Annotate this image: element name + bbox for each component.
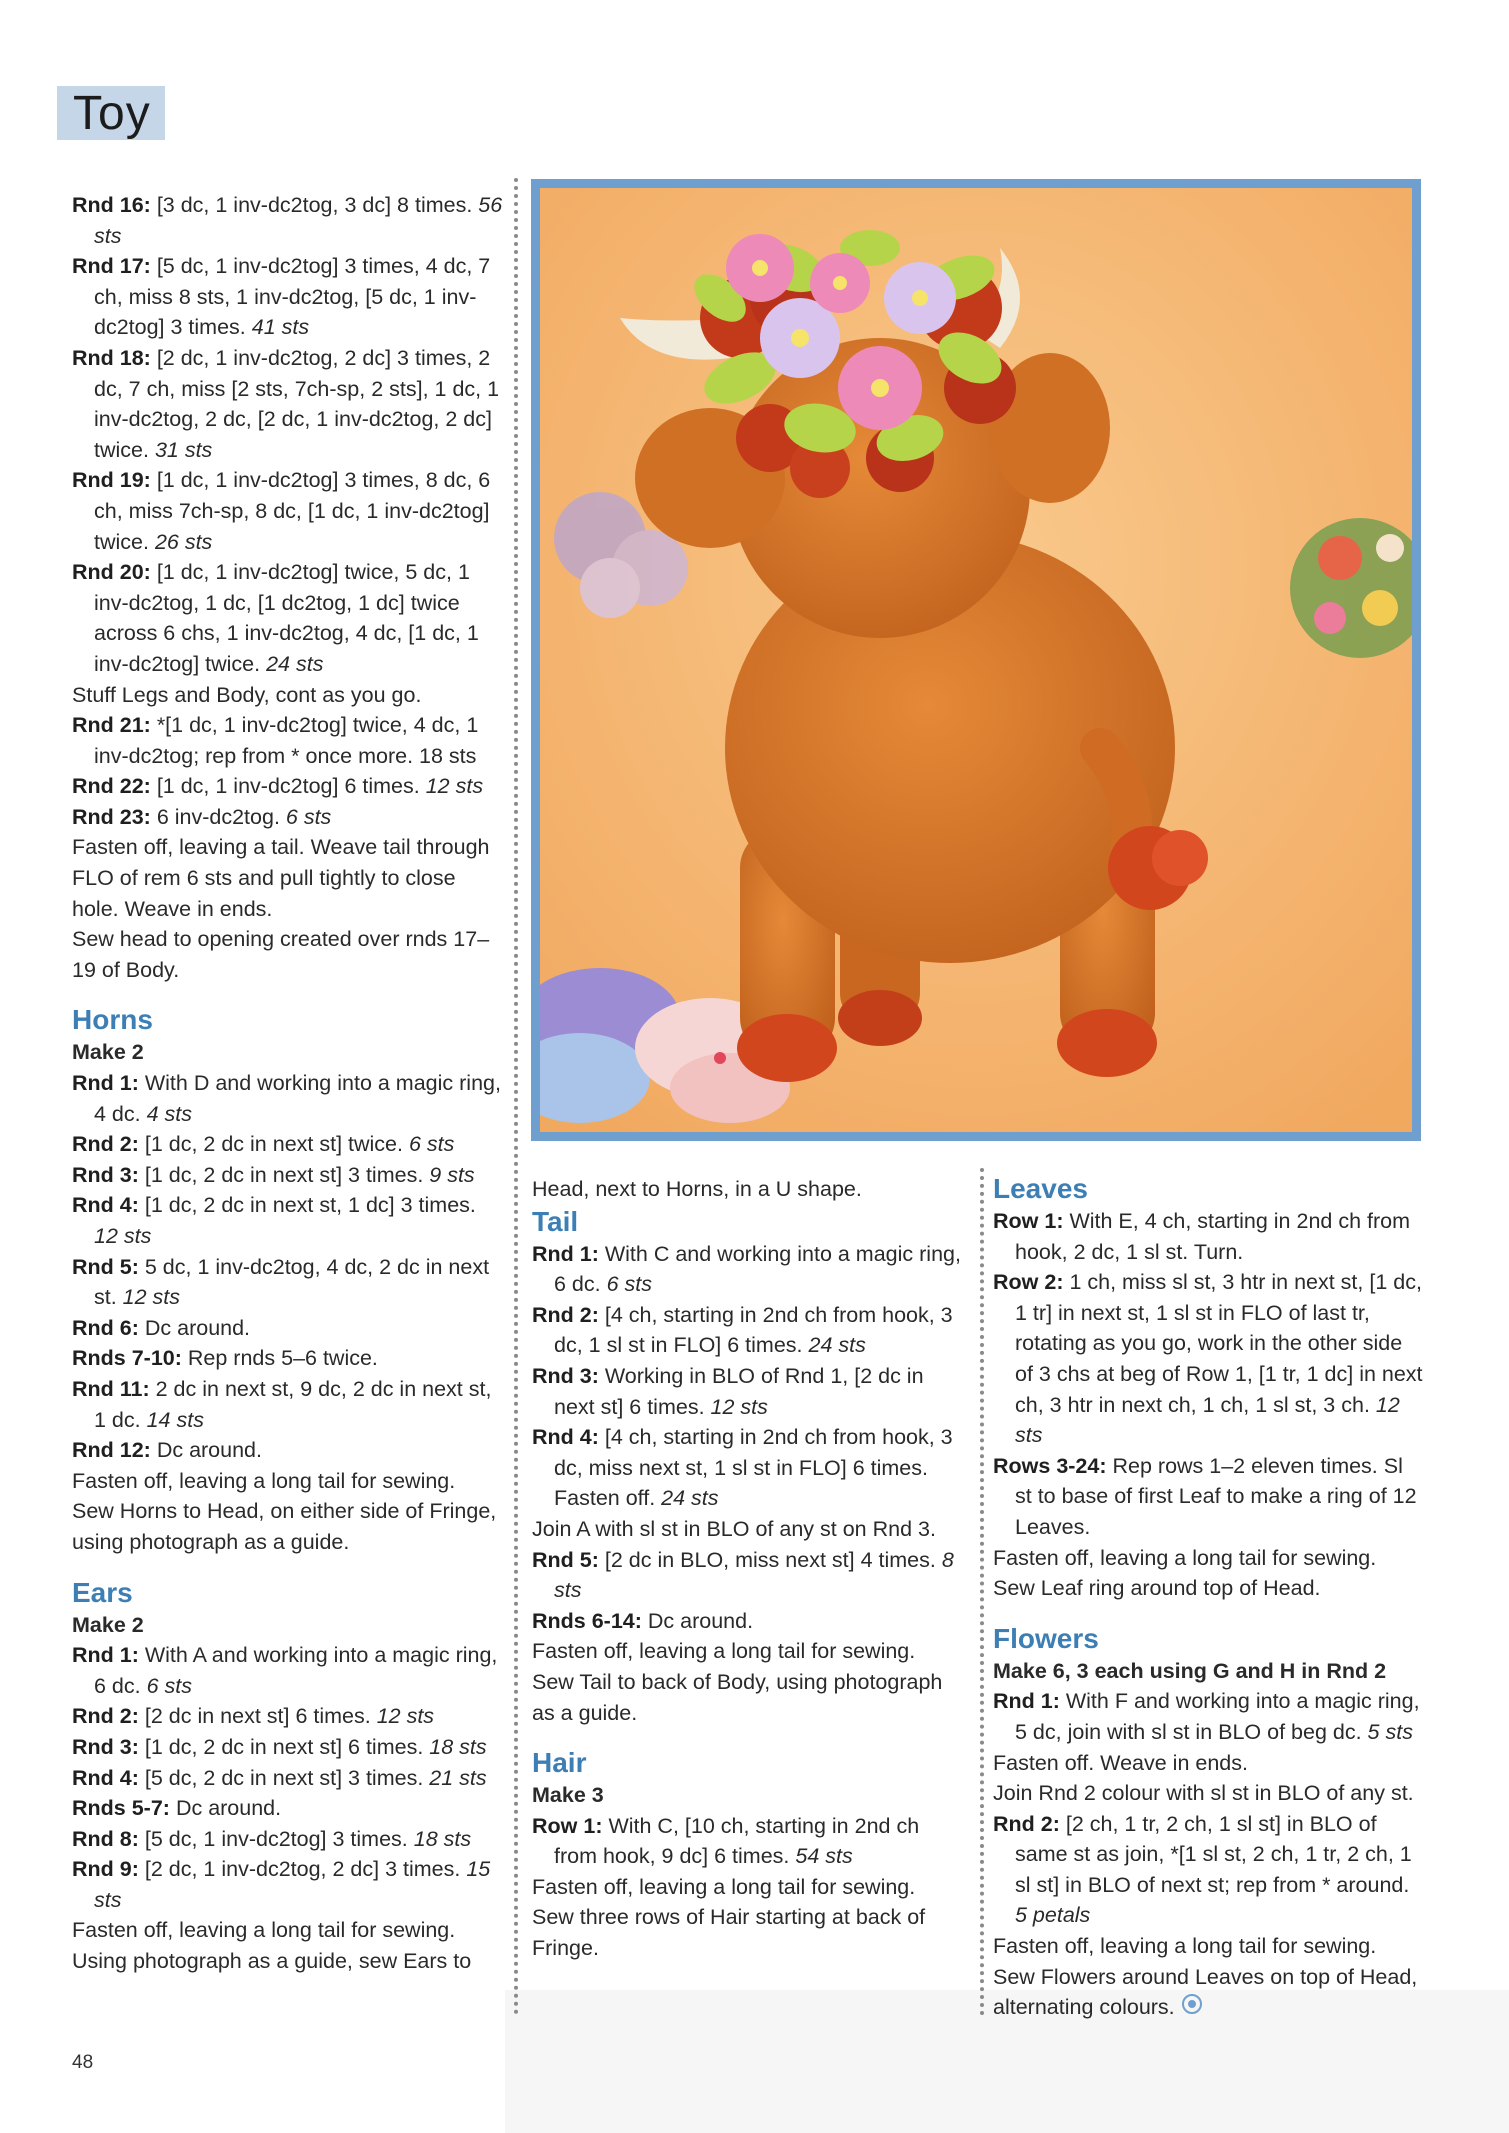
spacer	[532, 1728, 964, 1746]
pattern-row	[72, 710, 504, 771]
row-text: Rep rnds 5–6 twice.	[181, 1346, 378, 1371]
stitch-count: 5 petals	[1015, 1903, 1091, 1928]
pattern-row	[72, 1343, 504, 1374]
pattern-row	[72, 1793, 504, 1824]
row-text: Dc around.	[641, 1608, 754, 1633]
row-text: Dc around.	[150, 1438, 262, 1463]
note-text: Sew Tail to back of Body, using photograph as a guide.	[532, 1669, 943, 1725]
pattern-row	[72, 1190, 504, 1251]
row-label: Rnd 4:	[72, 1765, 139, 1790]
pattern-row	[993, 1267, 1425, 1451]
pattern-row	[72, 1435, 504, 1466]
row-text: [3 dc, 1 inv-dc2tog, 3 dc] 8 times.	[150, 193, 479, 217]
note-text: Join A with sl st in BLO of any st on Rnd 3.	[532, 1516, 936, 1541]
row-label: Rnd 8:	[72, 1826, 139, 1851]
row-text: 5 dc, 1 inv-dc2tog, 4 dc, 2 dc in next st.	[94, 1254, 490, 1310]
pattern-row	[72, 1732, 504, 1763]
highland-cow-photo	[531, 179, 1421, 1141]
row-label: Rnd 3:	[72, 1162, 139, 1187]
row-text: With E, 4 ch, starting in 2nd ch from hook, 2 dc, 1 sl st. Turn.	[1015, 1209, 1411, 1264]
row-label: Rnd 4:	[72, 1193, 139, 1218]
row-text: [1 dc, 1 inv-dc2tog] twice, 5 dc, 1 inv-dc2tog, 1 dc, [1 dc2tog, 1 dc] twice across 6 chs, 1 inv-dc2tog, 4 dc, [1 dc, 1 inv-dc2tog] twice.	[94, 560, 479, 676]
stitch-count: 18 sts	[429, 1734, 487, 1759]
row-label: Rnd 21:	[72, 713, 151, 738]
row-label: Rnd 12:	[72, 1438, 151, 1463]
row-label: Rnd 6:	[72, 1315, 139, 1340]
row-text: [2 dc in next st] 6 times.	[138, 1704, 377, 1729]
pattern-row	[993, 1686, 1425, 1747]
row-text: [2 dc in BLO, miss next st] 4 times.	[598, 1547, 942, 1572]
pattern-row	[72, 1068, 504, 1129]
row-label: Row 1:	[532, 1813, 603, 1838]
stitch-count: 24 sts	[808, 1333, 866, 1358]
stitch-count: 54 sts	[795, 1844, 853, 1869]
row-label: Rnd 16:	[72, 193, 151, 217]
stitch-count: 9 sts	[429, 1162, 475, 1187]
pattern-row	[72, 251, 504, 343]
row-label: Rnd 5:	[532, 1547, 599, 1572]
row-text: Rep rows 1–2 eleven times. Sl st to base of first Leaf to make a ring of 12 Leaves.	[1015, 1453, 1417, 1539]
pattern-row	[532, 1811, 964, 1872]
pattern-row	[72, 771, 504, 802]
stitch-count: 24 sts	[266, 651, 324, 676]
row-text: [2 dc, 1 inv-dc2tog, 2 dc] 3 times, 2 dc, 7 ch, miss [2 sts, 7ch-sp, 2 sts], 1 dc, 1 inv-dc2tog, 2 dc, [2 dc, 1 inv-dc2tog, 2 dc] twice.	[94, 345, 500, 462]
row-text: [5 dc, 1 inv-dc2tog] 3 times, 4 dc, 7 ch, miss 8 sts, 1 inv-dc2tog, [5 dc, 1 inv-dc2tog] 3 times.	[94, 254, 491, 340]
row-text: With F and working into a magic ring, 5 dc, join with sl st in BLO of beg dc.	[1015, 1689, 1420, 1744]
stitch-count: 21 sts	[429, 1765, 487, 1790]
row-text: [5 dc, 2 dc in next st] 3 times.	[138, 1765, 430, 1790]
row-text: 2 dc in next st, 9 dc, 2 dc in next st, 1 dc.	[94, 1376, 492, 1432]
row-text: [1 dc, 1 inv-dc2tog] 6 times.	[150, 774, 426, 799]
column-3	[993, 1172, 1425, 2024]
note-text: Fasten off, leaving a tail. Weave tail through FLO of rem 6 sts and pull tightly to close hole. Weave in ends.	[72, 835, 490, 921]
stitch-count: 6 sts	[408, 1132, 455, 1157]
stitch-count: 18 sts	[413, 1826, 472, 1851]
row-label: Rnds 6-14:	[532, 1608, 642, 1633]
row-label: Rnd 2:	[72, 1132, 139, 1157]
row-label: Rnd 2:	[72, 1704, 139, 1729]
row-label: Rnd 4:	[532, 1425, 599, 1450]
stitch-count: 4 sts	[146, 1101, 192, 1126]
pattern-row	[72, 1374, 504, 1435]
pattern-row	[993, 1206, 1425, 1267]
note-text: Fasten off. Weave in ends.	[993, 1750, 1248, 1775]
section-heading-hair: Hair	[532, 1747, 587, 1779]
row-label: Rnd 20:	[72, 560, 151, 585]
note-text: Stuff Legs and Body, cont as you go.	[72, 682, 422, 707]
pattern-row	[993, 1809, 1425, 1931]
page-number: 48	[72, 2052, 94, 2073]
row-label: Row 2:	[993, 1270, 1064, 1295]
row-label: Rnd 2:	[993, 1811, 1060, 1836]
stitch-count: 24 sts	[661, 1486, 719, 1511]
stitch-count: 6 sts	[146, 1673, 192, 1698]
pattern-row	[72, 1824, 504, 1855]
row-label: Rnd 1:	[993, 1689, 1060, 1714]
row-label: Rnd 1:	[72, 1643, 139, 1668]
row-text: With C and working into a magic ring, 6 dc.	[554, 1241, 961, 1297]
note-text: Sew Leaf ring around top of Head.	[993, 1576, 1321, 1601]
note-text: Using photograph as a guide, sew Ears to	[72, 1949, 472, 1974]
row-label: Rows 3-24:	[993, 1453, 1107, 1478]
row-text: [1 dc, 1 inv-dc2tog] 3 times, 8 dc, 6 ch, miss 7ch-sp, 8 dc, [1 dc, 1 inv-dc2tog] twice.	[94, 468, 491, 554]
row-text: 6 inv-dc2tog.	[150, 804, 286, 829]
spacer	[72, 985, 504, 1003]
stitch-count: 12 sts	[376, 1704, 435, 1729]
stitch-count: 31 sts	[154, 437, 213, 462]
row-text: Dc around.	[169, 1796, 282, 1821]
row-text: *[1 dc, 1 inv-dc2tog] twice, 4 dc, 1 inv-dc2tog; rep from * once more. 18 sts	[94, 713, 479, 768]
note-text: Join Rnd 2 colour with sl st in BLO of any st.	[993, 1781, 1414, 1806]
stitch-count: 26 sts	[154, 529, 213, 554]
row-text: [4 ch, starting in 2nd ch from hook, 3 dc, 1 sl st in FLO] 6 times.	[554, 1302, 953, 1358]
note-text: Fasten off, leaving a long tail for sewing.	[72, 1918, 456, 1943]
row-label: Rnd 17:	[72, 254, 151, 279]
pattern-row	[72, 1763, 504, 1794]
column-divider	[980, 1168, 984, 2016]
row-text: [1 dc, 2 dc in next st, 1 dc] 3 times.	[138, 1193, 476, 1218]
stitch-count: 56 sts	[94, 193, 503, 248]
row-label: Rnd 23:	[72, 804, 151, 829]
stitch-count: 15 sts	[94, 1857, 491, 1912]
stitch-count: 12 sts	[1015, 1392, 1400, 1448]
stitch-count: 5 sts	[1367, 1719, 1413, 1744]
note-text: Sew head to opening created over rnds 17–19 of Body.	[72, 927, 490, 982]
note-text: Fasten off, leaving a long tail for sewing.	[532, 1639, 916, 1664]
row-label: Rnd 19:	[72, 468, 151, 493]
section-heading-tail: Tail	[532, 1205, 579, 1237]
column-divider	[514, 178, 518, 2016]
pattern-row	[72, 1701, 504, 1732]
note-text: Sew three rows of Hair starting at back of Fringe.	[532, 1905, 926, 1961]
note-text: Fasten off, leaving a long tail for sewing.	[532, 1874, 916, 1899]
stitch-count: 14 sts	[146, 1407, 204, 1432]
row-text: With C, [10 ch, starting in 2nd ch from hook, 9 dc] 6 times.	[554, 1813, 920, 1869]
pattern-row	[532, 1300, 964, 1361]
pattern-row	[532, 1361, 964, 1422]
pattern-row	[72, 1252, 504, 1313]
spacer	[72, 1558, 504, 1576]
note-text: Fasten off, leaving a long tail for sewing.	[72, 1468, 456, 1493]
pattern-row	[72, 1129, 504, 1160]
note-text: Fasten off, leaving a long tail for sewing.	[993, 1545, 1377, 1570]
row-text: [1 dc, 2 dc in next st] twice.	[138, 1132, 409, 1157]
column-1	[72, 190, 504, 1977]
note-text: Sew Horns to Head, on either side of Fringe, using photograph as a guide.	[72, 1499, 497, 1554]
row-label: Rnd 9:	[72, 1857, 139, 1882]
pattern-row	[532, 1606, 964, 1637]
pattern-row	[72, 802, 504, 833]
section-heading-flowers: Flowers	[993, 1622, 1099, 1654]
row-label: Rnd 1:	[532, 1241, 599, 1266]
row-label: Rnd 11:	[72, 1376, 150, 1401]
row-text: 1 ch, miss sl st, 3 htr in next st, [1 dc, 1 tr] in next st, 1 sl st in FLO of last tr, rotating as you go, work in the other side of 3 chs at beg of Row 1, [1 tr, 1 dc] in next ch, 3 htr in next ch, 1 ch, 1 sl st, 3 ch.	[1015, 1270, 1423, 1417]
section-heading-ears: Ears	[72, 1576, 133, 1608]
row-label: Rnds 5-7:	[72, 1796, 170, 1821]
pattern-row	[72, 465, 504, 557]
photo-illustration	[540, 188, 1412, 1132]
pattern-row	[532, 1239, 964, 1300]
row-text: [5 dc, 1 inv-dc2tog] 3 times.	[138, 1826, 414, 1851]
row-label: Row 1:	[993, 1209, 1064, 1233]
pattern-row	[72, 1854, 504, 1915]
make-count: Make 2	[72, 1612, 144, 1637]
pattern-row	[72, 1640, 504, 1701]
stitch-count: 12 sts	[122, 1285, 181, 1310]
row-text: [1 dc, 2 dc in next st] 3 times.	[138, 1162, 430, 1187]
note-text: Head, next to Horns, in a U shape.	[532, 1177, 862, 1201]
make-count: Make 2	[72, 1040, 144, 1065]
pattern-row	[993, 1451, 1425, 1543]
row-label: Rnd 2:	[532, 1302, 599, 1327]
pattern-row	[72, 557, 504, 679]
row-label: Rnd 3:	[532, 1363, 599, 1388]
pattern-row	[72, 343, 504, 465]
row-text: [1 dc, 2 dc in next st] 6 times.	[138, 1734, 430, 1759]
pattern-row	[532, 1545, 964, 1606]
row-label: Rnd 3:	[72, 1734, 139, 1759]
row-label: Rnd 1:	[72, 1071, 139, 1096]
row-text: [2 ch, 1 tr, 2 ch, 1 sl st] in BLO of same st as join, *[1 sl st, 2 ch, 1 tr, 2 ch, 1 sl st] in BLO of next st; rep from * around.	[1015, 1811, 1412, 1897]
row-text: [2 dc, 1 inv-dc2tog, 2 dc] 3 times.	[138, 1857, 467, 1882]
row-text: Working in BLO of Rnd 1, [2 dc in next st] 6 times.	[554, 1363, 924, 1419]
pattern-row	[72, 1313, 504, 1344]
section-heading-horns: Horns	[72, 1004, 153, 1036]
row-text: With A and working into a magic ring, 6 dc.	[94, 1643, 498, 1698]
stitch-count: 12 sts	[425, 774, 484, 799]
row-label: Rnd 5:	[72, 1254, 139, 1279]
section-tag: Toy	[57, 86, 165, 140]
spacer	[993, 1604, 1425, 1622]
row-text: With D and working into a magic ring, 4 dc.	[94, 1071, 501, 1126]
stitch-count: 6 sts	[285, 804, 332, 829]
row-text: Dc around.	[138, 1315, 251, 1340]
pattern-row	[72, 190, 504, 251]
make-count: Make 3	[532, 1783, 604, 1808]
row-label: Rnd 22:	[72, 774, 151, 799]
note-text: Sew Flowers around Leaves on top of Head, alternating colours.	[993, 1962, 1425, 2024]
row-label: Rnd 18:	[72, 345, 151, 370]
note-text: Fasten off, leaving a long tail for sewing.	[993, 1934, 1377, 1959]
pattern-row	[532, 1422, 964, 1514]
end-mark-icon	[1181, 1993, 1203, 2024]
column-2	[532, 1174, 964, 1964]
row-text: [4 ch, starting in 2nd ch from hook, 3 dc, miss next st, 1 sl st in FLO] 6 times. Fasten off.	[554, 1425, 953, 1511]
stitch-count: 41 sts	[251, 315, 310, 340]
pattern-row	[72, 1160, 504, 1191]
make-count: Make 6, 3 each using G and H in Rnd 2	[993, 1658, 1387, 1683]
stitch-count: 8 sts	[554, 1547, 954, 1603]
row-label: Rnds 7-10:	[72, 1346, 182, 1371]
stitch-count: 12 sts	[710, 1394, 768, 1419]
stitch-count: 6 sts	[606, 1272, 652, 1297]
section-heading-leaves: Leaves	[993, 1173, 1088, 1204]
stitch-count: 12 sts	[94, 1224, 152, 1248]
